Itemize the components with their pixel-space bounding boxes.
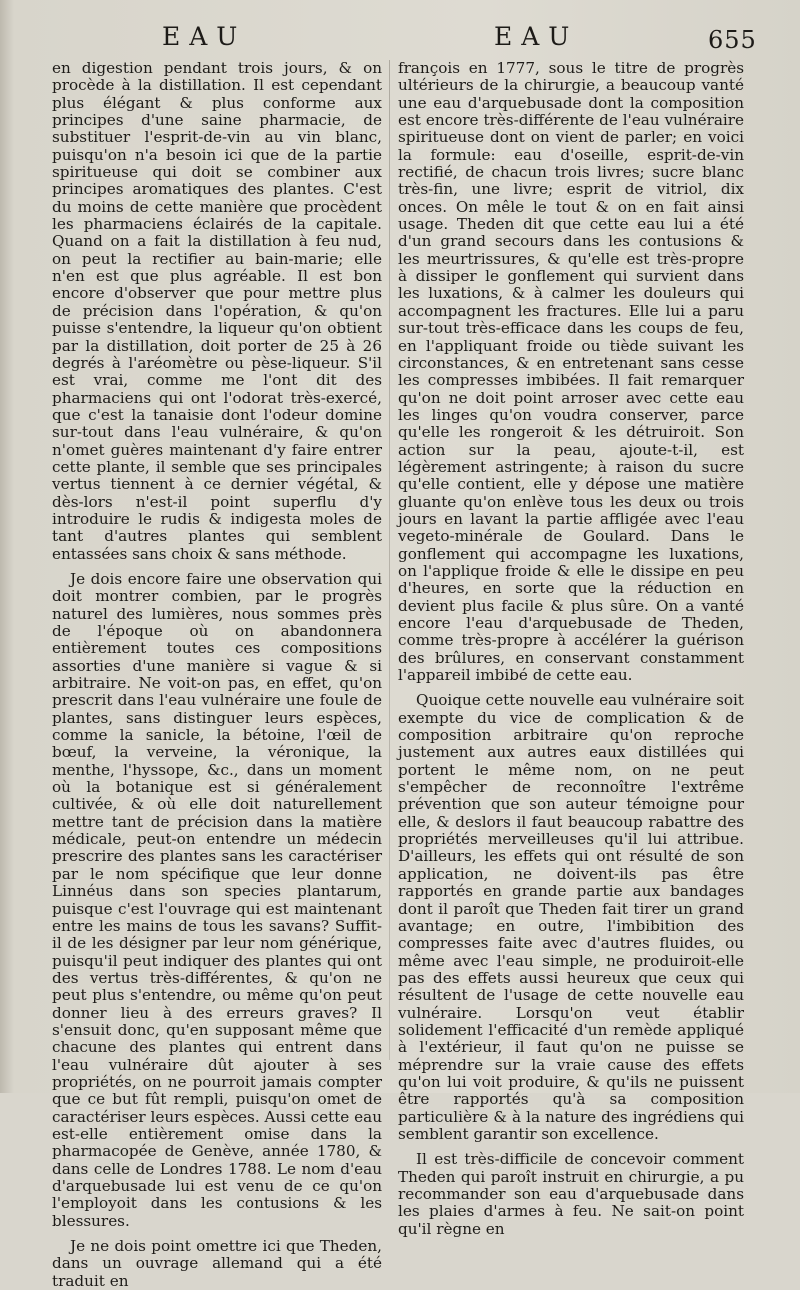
running-head-left: EAU [162,22,247,51]
right-column [398,60,744,1238]
paragraph: Quoique cette nouvelle eau vulnéraire soit exempte du vice de complication & de composition arbitraire qu'on reproche justement aux autres eaux distillées qui portent le même nom, on ne peut s'empêcher de reconnoître l'extrême prévention que son auteur témoigne pour elle, & deslors il faut beaucoup rabattre des propriétés merveilleuses qu'il lui attribue. D'ailleurs, les effets qui ont résulté de son application, ne doivent-ils pas être rapportés en grande partie aux bandages dont il paroît que Theden fait tirer un grand avantage; en outre, l'imbibition des compresses faite avec d'autres fluides, ou même avec l'eau simple, ne produiroit-elle pas des effets aussi heureux que ceux qui résultent de l'usage de cette nouvelle eau vulnéraire. Lorsqu'on veut établir solidement l'efficacité d'un remède appliqué à l'extérieur, il faut qu'on ne puisse se méprendre sur la vraie cause des effets qu'on lui voit produire, & qu'ils ne puissent être rapportés qu'à sa composition particulière & à la nature des ingrédiens qui semblent garantir son excellence. [398,691,744,1143]
paragraph: Je ne dois point omettre ici que Theden, dans un ouvrage allemand qui a été traduit en [52,1237,382,1290]
paragraph: françois en 1777, sous le titre de progrès ultérieurs de la chirurgie, a beaucoup vanté une eau d'arquebusade dont la composition est encore très-différente de l'eau vulnéraire spiritueuse dont on vient de parler; en voici la formule: eau d'oseille, esprit-de-vin rectifié, de chacun trois livres; sucre blanc très-fin, une livre; esprit de vitriol, dix onces. On mêle le tout & on en fait ainsi usage. Theden dit que cette eau lui a été d'un grand secours dans les contusions & les meurtrissures, & qu'elle est très-propre à dissiper le gonflement qui survient dans les luxations, & à calmer les douleurs qui accompagnent les fractures. Elle lui a paru sur-tout très-efficace dans les coups de feu, en l'appliquant froide ou tiède suivant les circonstances, & en entretenant sans cesse les compresses imbibées. Il fait remarquer qu'on ne doit point arroser avec cette eau les linges qu'on voudra conserver, parce qu'elle les rongeroit & les détruiroit. Son action sur la peau, ajoute-t-il, est légèrement astringente; à raison du sucre qu'elle contient, elle y dépose une matière gluante qu'on enlève tous les deux ou trois jours en lavant la partie affligée avec l'eau vegeto-minérale de Goulard. Dans le gonflement qui accompagne les luxations, on l'applique froide & elle le dissipe en peu d'heures, en sorte que la réduction en devient plus facile & plus sûre. On a vanté encore l'eau d'arquebusade de Theden, comme très-propre à accélérer la guérison des brûlures, en conservant constamment l'appareil imbibé de cette eau. [398,59,744,685]
paragraph: Je dois encore faire une observation qui doit montrer combien, par le progrès naturel des lumières, nous sommes près de l'époque où on abandonnera entièrement toutes ces compositions assorties d'une manière si vague & si arbitraire. Ne voit-on pas, en effet, qu'on prescrit dans l'eau vulnéraire une foule de plantes, sans distinguer leurs espèces, comme la sanicle, la bétoine, l'œil de bœuf, la verveine, la véronique, la menthe, l'hyssope, &c., dans un moment où la botanique est si généralement cultivée, & où elle doit naturellement mettre tant de précision dans la matière médicale, peut-on entendre un médecin prescrire des plantes sans les caractériser par le nom spécifique que leur donne Linnéus dans son species plantarum, puisque c'est l'ouvrage qui est maintenant entre les mains de tous les savans? Suffit-il de les désigner par leur nom générique, puisqu'il peut indiquer des plantes qui ont des vertus très-différentes, & qu'on ne peut plus s'entendre, ou même qu'on peut donner lieu à des erreurs graves? Il s'ensuit donc, qu'en supposant même que chacune des plantes qui entrent dans l'eau vulnéraire dût ajouter à ses propriétés, on ne pourroit jamais compter que ce but fût rempli, puisqu'on omet de caractériser leurs espèces. Aussi cette eau est-elle entièrement omise dans la pharmacopée de Genève, année 1780, & dans celle de Londres 1788. Le nom d'eau d'arquebusade lui est venu de ce qu'on l'employoit dans les contusions & les blessures. [52,569,382,1230]
paragraph: en digestion pendant trois jours, & on procède à la distillation. Il est cependant plus élégant & plus conforme aux principes d'une saine pharmacie, de substituer l'esprit-de-vin au vin blanc, puisqu'on n'a besoin ici que de la partie spiritueuse qui doit se combiner aux principes aromatiques des plantes. C'est du moins de cette manière que procèdent les pharmaciens éclairés de la capitale. Quand on a fait la distillation à feu nud, on peut la rectifier au bain-marie; elle n'en est que plus agréable. Il est bon encore d'observer que pour mettre plus de précision dans l'opération, & qu'on puisse s'entendre, la liqueur qu'on obtient par la distillation, doit porter de 25 à 26 degrés à l'aréomètre ou pèse-liqueur. S'il est vrai, comme me l'ont dit des pharmaciens qui ont l'odorat très-exercé, que c'est la tanaisie dont l'odeur domine sur-tout dans l'eau vulnéraire, & qu'on n'omet guères maintenant d'y faire entrer cette plante, il semble que ses principales vertus tiennent à ce dernier végétal, & dès-lors n'est-il point superflu d'y introduire le rudis & indigesta moles de tant d'autres plantes qui semblent entassées sans choix & sans méthode. [52,59,382,563]
running-head-right: EAU [494,22,579,51]
page-number: 655 [708,26,757,54]
column-rule [389,60,390,1060]
left-column [52,60,382,1290]
paragraph: Il est très-difficile de concevoir comment Theden qui paroît instruit en chirurgie, a pu recommander son eau d'arquebusade dans les plaies d'armes à feu. Ne sait-on point qu'il règne en [398,1150,744,1238]
